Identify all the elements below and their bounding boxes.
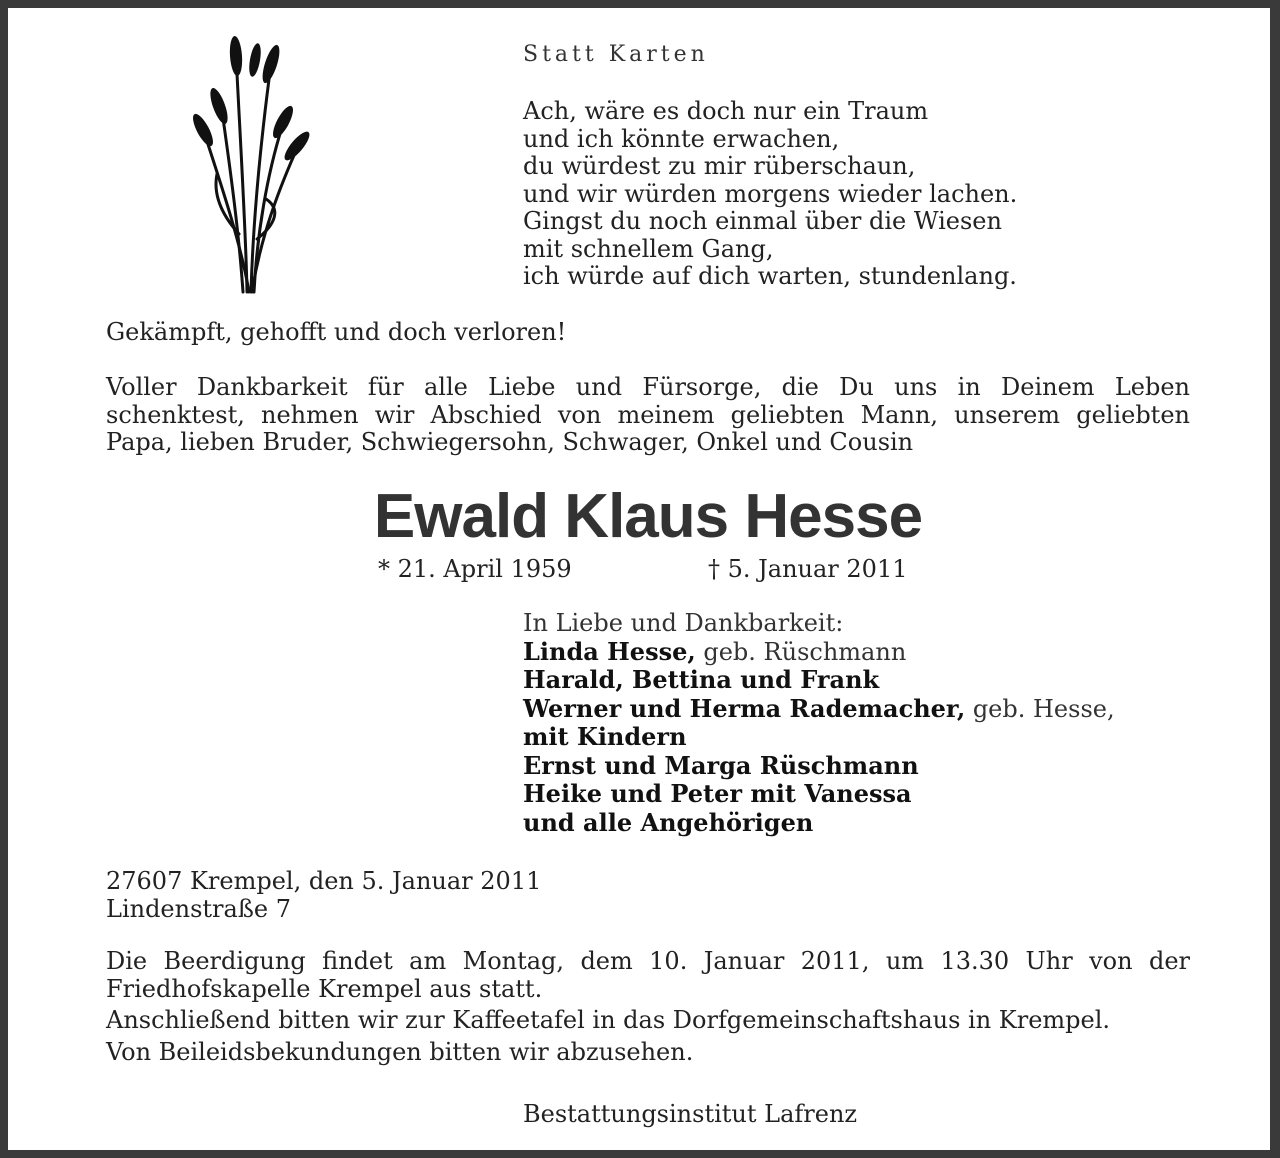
street-address: Lindenstraße 7 bbox=[106, 894, 291, 923]
funeral-line: Die Beerdigung findet am Montag, dem 10. Januar 2011, um 13.30 Uhr von der bbox=[106, 947, 1190, 975]
signer-name: Werner und Herma Rademacher, bbox=[523, 693, 966, 723]
poem-line: du würdest zu mir rüberschaun, bbox=[523, 152, 916, 180]
signer-line bbox=[523, 752, 1115, 781]
poem-line: und ich könnte erwachen, bbox=[523, 124, 840, 153]
funeral-line: Von Beileidsbekundungen bitten wir abzusehen. bbox=[106, 1037, 694, 1066]
poem-line: Gingst du noch einmal über die Wiesen bbox=[523, 207, 1002, 235]
signer-line bbox=[523, 780, 1115, 809]
motto: Gekämpft, gehofft und doch verloren! bbox=[106, 318, 567, 346]
intro-line: schenktest, nehmen wir Abschied von meinem geliebten Mann, unserem geliebten bbox=[106, 400, 1190, 429]
signer-name: Heike und Peter mit Vanessa bbox=[523, 779, 912, 808]
poem-line: mit schnellem Gang, bbox=[523, 234, 774, 263]
signer-line bbox=[523, 638, 1115, 667]
intro-text bbox=[106, 374, 1190, 457]
funeral-line: Friedhofskapelle Krempel aus statt. bbox=[106, 974, 543, 1003]
poem-line: und wir würden morgens wieder lachen. bbox=[523, 179, 1018, 208]
city-date: 27607 Krempel, den 5. Januar 2011 bbox=[106, 867, 542, 895]
signer-name: Ernst und Marga Rüschmann bbox=[523, 750, 919, 780]
statt-karten: Statt Karten bbox=[523, 42, 709, 67]
funeral-info bbox=[106, 948, 1190, 1066]
wheat-icon bbox=[191, 34, 311, 296]
signer-line bbox=[523, 809, 1115, 838]
poem-line: ich würde auf dich warten, stundenlang. bbox=[523, 262, 1017, 290]
signers-heading: In Liebe und Dankbarkeit: bbox=[523, 609, 844, 637]
poem bbox=[523, 98, 1017, 291]
signer-line bbox=[523, 695, 1115, 724]
signer-line bbox=[523, 666, 1115, 695]
signers bbox=[523, 610, 1115, 837]
signer-name: Linda Hesse, bbox=[523, 636, 696, 666]
signer-note: geb. Rüschmann bbox=[695, 637, 907, 666]
deceased-name: Ewald Klaus Hesse bbox=[373, 482, 923, 551]
place-block bbox=[106, 868, 541, 923]
death-date: † 5. Januar 2011 bbox=[708, 555, 908, 583]
undertaker: Bestattungsinstitut Lafrenz bbox=[523, 1100, 858, 1128]
signer-name: Harald, Bettina und Frank bbox=[523, 665, 880, 694]
intro-line: Papa, lieben Bruder, Schwiegersohn, Schwager, Onkel und Cousin bbox=[106, 428, 914, 456]
funeral-line: Anschließend bitten wir zur Kaffeetafel in das Dorfgemeinschaftshaus in Krempel. bbox=[106, 1006, 1111, 1034]
signer-line bbox=[523, 723, 1115, 752]
signer-note: geb. Hesse, bbox=[965, 694, 1115, 723]
signer-name: mit Kindern bbox=[523, 722, 687, 751]
intro-line: Voller Dankbarkeit für alle Liebe und Fürsorge, die Du uns in Deinem Leben bbox=[106, 373, 1190, 401]
birth-date: * 21. April 1959 bbox=[378, 555, 572, 583]
poem-line: Ach, wäre es doch nur ein Traum bbox=[523, 97, 929, 125]
signer-name: und alle Angehörigen bbox=[523, 807, 814, 837]
